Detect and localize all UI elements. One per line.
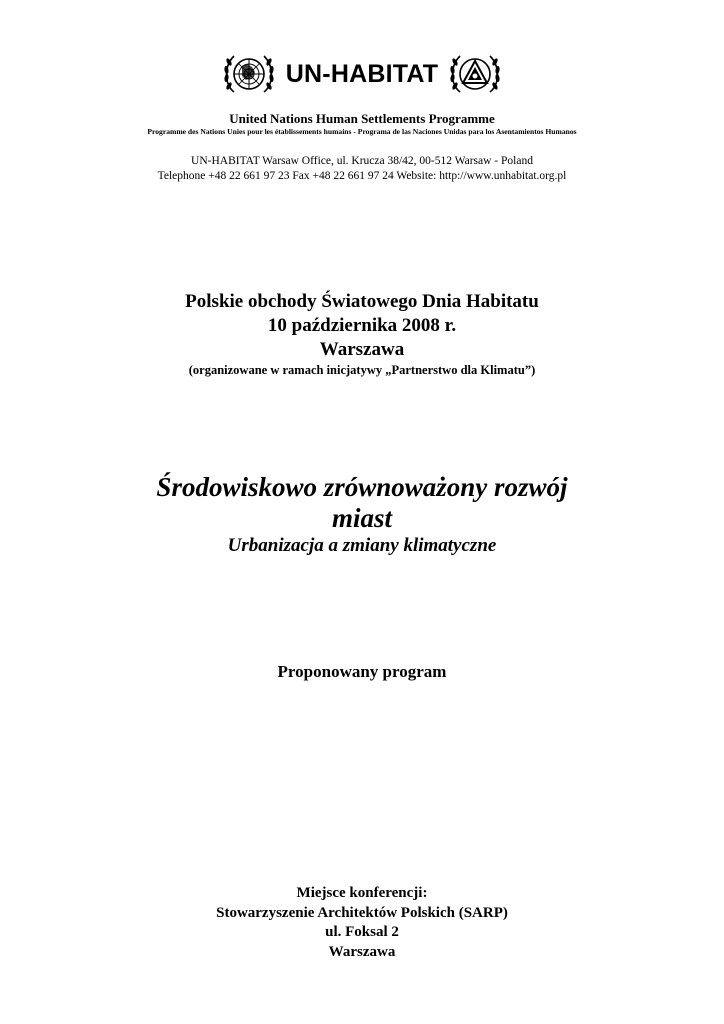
un-emblem-icon: [222, 52, 276, 96]
org-name-en: United Nations Human Settlements Programme: [229, 111, 495, 126]
venue-name: Stowarzyszenie Architektów Polskich (SARP): [216, 904, 508, 921]
office-contacts: Telephone +48 22 661 97 23 Fax +48 22 661 97 24 Website: http://www.unhabitat.org.pl: [157, 170, 567, 182]
theme-subtitle: Urbanizacja a zmiany klimatyczne: [227, 535, 497, 556]
venue-heading: Miejsce konferencji:: [296, 885, 428, 901]
venue-street: ul. Foksal 2: [325, 924, 399, 940]
logo-wordmark: UN-HABITAT: [285, 59, 439, 88]
office-address: UN-HABITAT Warsaw Office, ul. Krucza 38/42, 00-512 Warsaw - Poland: [191, 155, 533, 167]
theme-title-line1: Środowiskowo zrównoważony rozwój: [156, 472, 568, 502]
event-date: 10 października 2008 r.: [267, 315, 457, 336]
header-logos: [0, 52, 724, 96]
venue-info: [0, 884, 724, 962]
venue-city: Warszawa: [328, 943, 396, 960]
event-note: (organizowane w ramach inicjatywy „Partnerstwo dla Klimatu”): [188, 363, 536, 377]
theme-heading: [0, 472, 724, 558]
event-heading: [0, 290, 724, 378]
habitat-emblem-icon: [448, 52, 502, 96]
theme-title-line2: miast: [331, 503, 392, 533]
event-city: Warszawa: [319, 339, 405, 360]
org-name-fr-es: Programme des Nations Unies pour les établissements humains - Programa de las Naciones Unidas para los Asentamientos Humanos: [147, 127, 577, 136]
office-info: [0, 154, 724, 184]
program-label: Proponowany program: [277, 662, 447, 681]
event-title: Polskie obchody Światowego Dnia Habitatu: [185, 291, 539, 312]
